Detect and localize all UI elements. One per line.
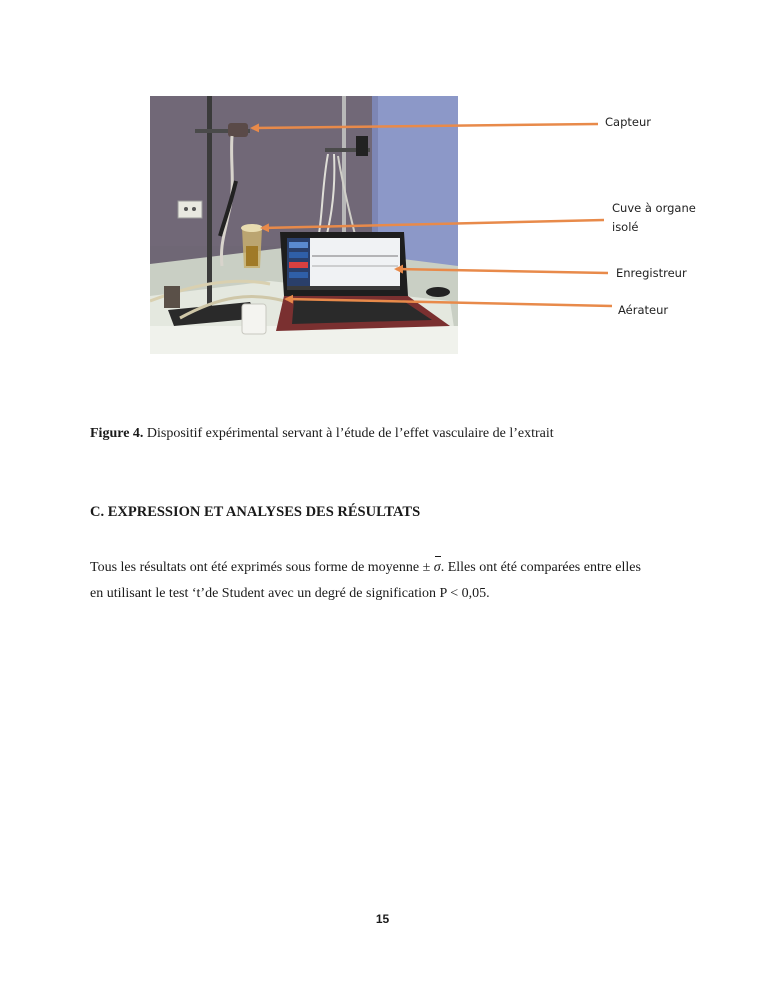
label-aerateur: Aérateur — [618, 303, 669, 317]
figure-caption — [90, 426, 554, 442]
line1-after: . Elles ont été comparées entre elles — [440, 560, 641, 575]
figure-number: Figure 4. — [90, 426, 144, 441]
sigma-symbol: σ — [434, 555, 441, 581]
body-paragraph — [90, 555, 690, 607]
paragraph-line-2: en utilisant le test ‘t’de Student avec un degré de signification P < 0,05. — [90, 586, 490, 601]
label-cuve-line2: isolé — [612, 220, 639, 234]
line1-before: Tous les résultats ont été exprimés sous forme de moyenne ± — [90, 560, 434, 575]
arrow-capteur — [252, 124, 598, 128]
arrow-enregistreur — [396, 269, 608, 273]
label-enregistreur: Enregistreur — [616, 266, 687, 280]
section-heading: C. EXPRESSION ET ANALYSES DES RÉSULTATS — [90, 504, 421, 520]
page-number: 15 — [375, 912, 390, 926]
figure-caption-text: Dispositif expérimental servant à l’étude de l’effet vasculaire de l’extrait — [143, 426, 554, 441]
arrow-cuve — [262, 220, 604, 228]
arrow-aerateur — [286, 299, 612, 306]
paragraph-line-1 — [90, 555, 690, 581]
label-capteur: Capteur — [605, 115, 651, 129]
label-cuve-line1: Cuve à organe — [612, 201, 696, 215]
